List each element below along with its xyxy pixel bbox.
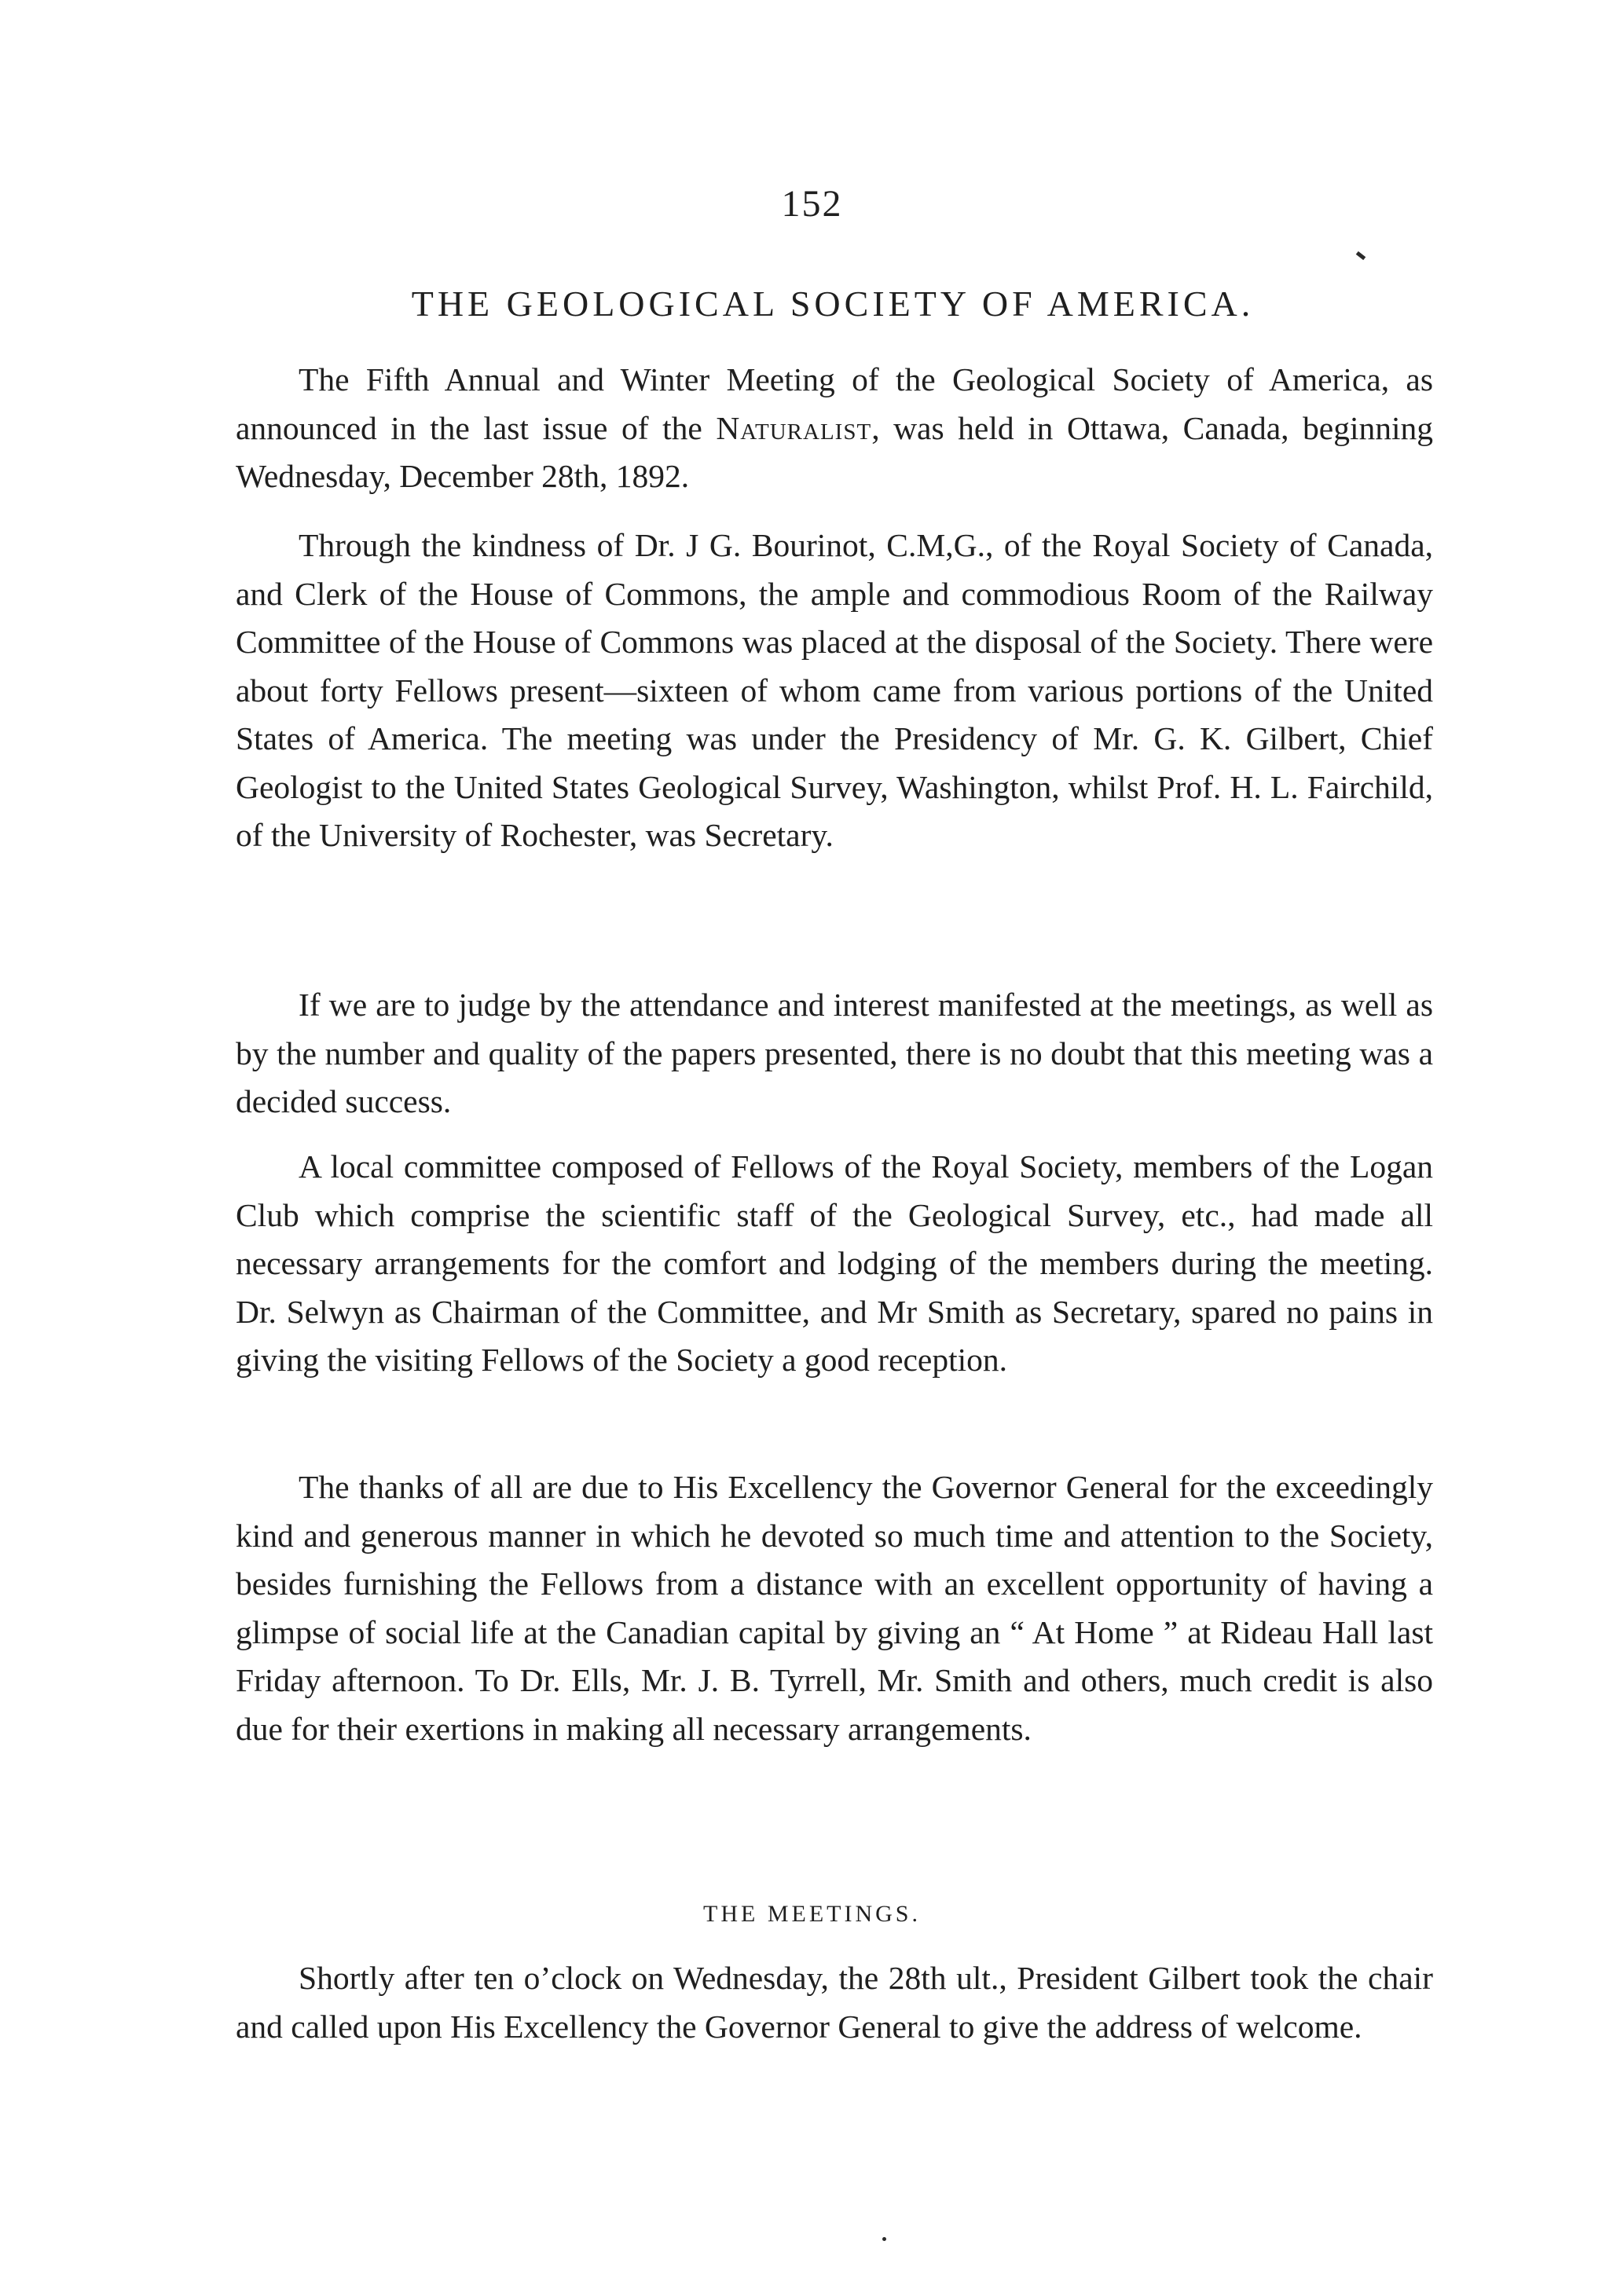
paragraph-text: If we are to judge by the attendance and interest manifested at the meetings, as well as by the number and quality of the papers presented, there is no doubt that this meeting was a decided success.: [236, 987, 1433, 1119]
paragraph-text: Shortly after ten o’clock on Wednesday, the 28th ult., President Gilbert took the chair and called upon His Excellency the Governor General to give the address of welcome.: [236, 1960, 1433, 2045]
printer-mark: [1356, 251, 1366, 260]
paragraph-fifth-annual-meeting: [236, 356, 1433, 501]
paragraph-text: , was held in Ottawa, Canada, beginning Wednesday, December 28th, 1892.: [236, 409, 1433, 494]
section-heading: THE MEETINGS.: [703, 1901, 921, 1927]
paragraph-text: The Fifth Annual and Winter Meeting of the Geological Society of America, as announced in the last issue of the: [236, 361, 1433, 446]
paragraph-local-committee: [236, 1143, 1433, 1385]
journal-name: Naturalist: [716, 409, 872, 446]
paragraph-venue: [236, 522, 1433, 860]
page-number: 152: [781, 183, 843, 225]
paragraph-meetings: [236, 1954, 1433, 2051]
paragraph-text: Through the kindness of Dr. J G. Bourinot, C.M,G., of the Royal Society of Canada, and Clerk of the House of Commons, the ample and commodious Room of the Railway Committee of the House of Commons was placed at the disposal of the Society. There were about forty Fellows present—sixteen of whom came from various portions of the United States of America. The meeting was under the Presidency of Mr. G. K. Gilbert, Chief Geologist to the United States Geological Survey, Washington, whilst Prof. H. L. Fairchild, of the University of Rochester, was Secretary.: [236, 527, 1433, 853]
paragraph-text: The thanks of all are due to His Excellency the Governor General for the exceedingly kind and generous manner in which he devoted so much time and attention to the Society, besides furnishing the Fellows from a distance with an excellent opportunity of having a glimpse of social life at the Canadian capital by giving an “ At Home ” at Rideau Hall last Friday afternoon. To Dr. Ells, Mr. J. B. Tyrrell, Mr. Smith and others, much credit is also due for their exertions in making all necessary arrangements.: [236, 1469, 1433, 1747]
paragraph-thanks: [236, 1463, 1433, 1753]
paragraph-text: A local committee composed of Fellows of the Royal Society, members of the Logan Club which comprise the scientific staff of the Geological Survey, etc., had made all necessary arrangements for the comfort and lodging of the members during the meeting. Dr. Selwyn as Chairman of the Committee, and Mr Smith as Secretary, spared no pains in giving the visiting Fellows of the Society a good reception.: [236, 1148, 1433, 1378]
paragraph-success: [236, 981, 1433, 1126]
printer-mark: [882, 2237, 886, 2241]
page-title: THE GEOLOGICAL SOCIETY OF AMERICA.: [411, 284, 1255, 324]
